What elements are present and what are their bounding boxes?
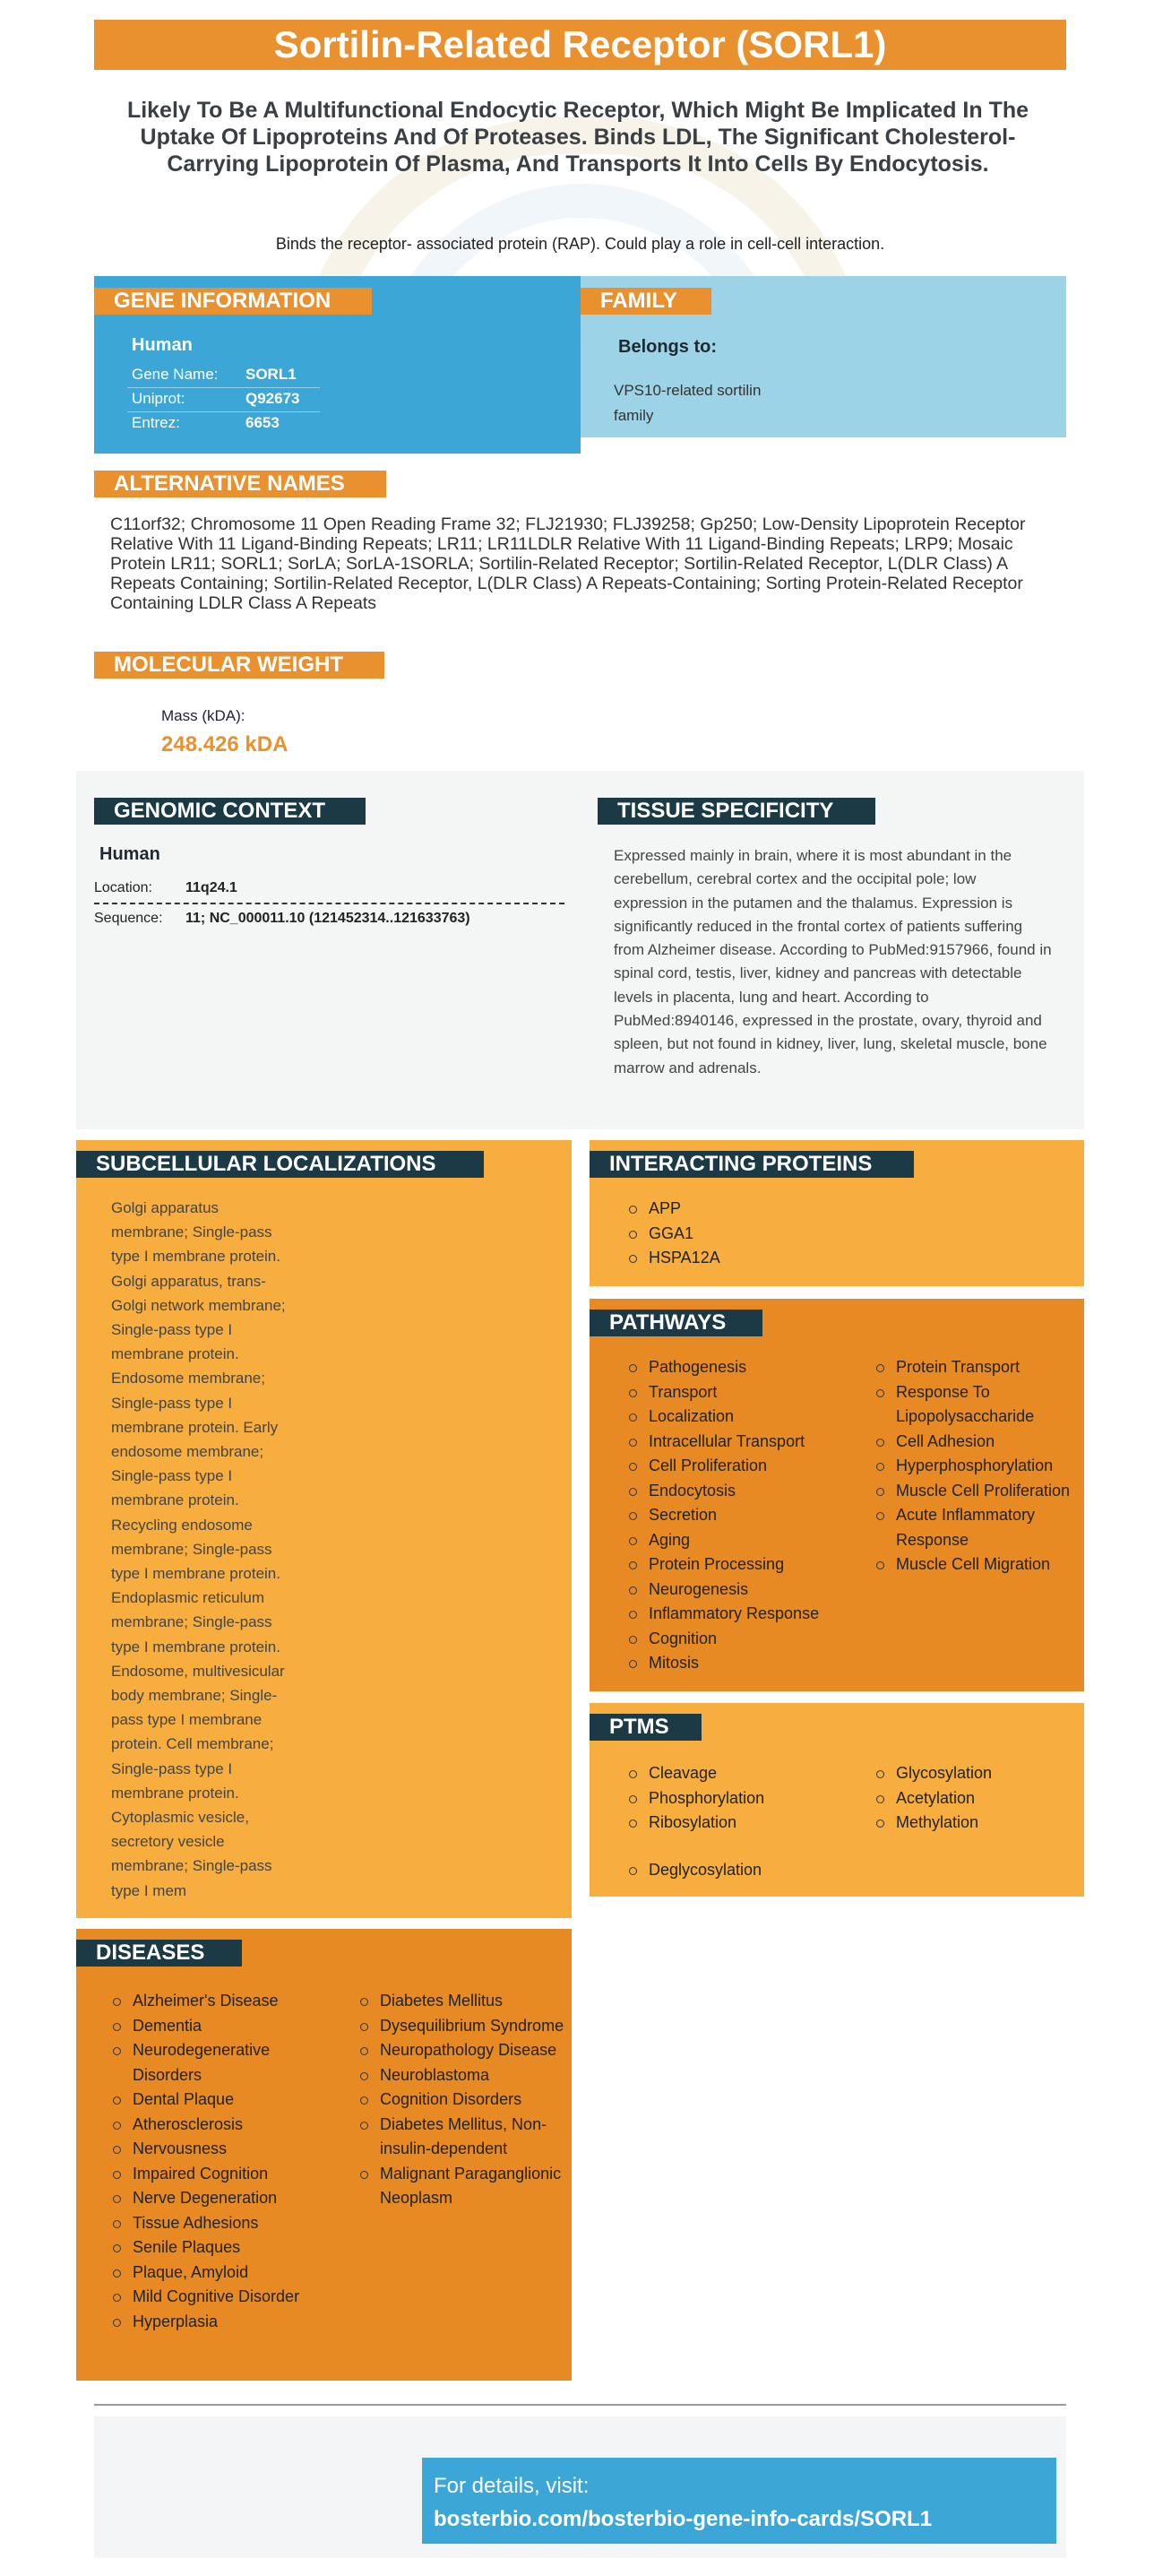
genomic-tissue-section [76, 771, 1084, 1129]
family-belongs-label: Belongs to: [618, 337, 717, 357]
disease-item: Plaque, Amyloid [111, 2260, 326, 2286]
diseases-heading: DISEASES [76, 1940, 242, 1967]
details-link-box[interactable] [422, 2458, 1056, 2544]
pathways-heading: PATHWAYS [590, 1310, 762, 1336]
pathway-item: Cell Adhesion [874, 1430, 1076, 1455]
pathway-item: Intracellular Transport [627, 1430, 869, 1455]
mass-label: Mass (kDA): [161, 707, 245, 724]
alternative-names-heading: ALTERNATIVE NAMES [94, 471, 386, 497]
disease-item: Neurodegenerative Disorders [111, 2038, 326, 2088]
pathway-item: Hyperphosphorylation [874, 1454, 1076, 1479]
pathway-item: Protein Processing [627, 1552, 869, 1578]
uniprot-label: Uniprot: [132, 390, 185, 407]
subcellular-text: Golgi apparatus membrane; Single-pass type I membrane protein. Golgi apparatus, trans-Golgi network membrane; Single-pass type I membrane protein. Endosome membrane; Single-pass type I membrane protein. Early endosome membrane; Single-pass type I membrane protein. Recycling endosome membrane; Single-pass type I membrane protein. Endoplasmic reticulum membrane; Single-pass type I membrane protein. Endosome, multivesicular body membrane; Single-pass type I membrane protein. Cell membrane; Single-pass type I membrane protein. Cytoplasmic vesicle, secretory vesicle membrane; Single-pass type I mem [111, 1199, 286, 1899]
pathway-item: Acute Inflammatory Response [874, 1503, 1076, 1552]
disease-item: Diabetes Mellitus [358, 1989, 566, 2014]
details-url-link[interactable]: bosterbio.com/bosterbio-gene-info-cards/SORL1 [434, 2507, 933, 2531]
pathway-item: Neurogenesis [627, 1578, 869, 1603]
pathways-panel [590, 1299, 1084, 1691]
disease-item: Tissue Adhesions [111, 2211, 326, 2236]
interacting-protein-item: GGA1 [627, 1222, 720, 1247]
family-value-line2: family [614, 407, 654, 424]
pathway-item: Aging [627, 1528, 869, 1553]
location-label: Location: [94, 880, 152, 895]
ptm-item: Deglycosylation [627, 1858, 869, 1883]
gene-organism: Human [132, 335, 193, 355]
ptm-item: Glycosylation [874, 1761, 1076, 1786]
pathway-item: Transport [627, 1380, 869, 1405]
page-title: Sortilin-Related Receptor (SORL1) [94, 20, 1066, 70]
gene-information-heading: GENE INFORMATION [94, 288, 372, 315]
pathway-item: Endocytosis [627, 1479, 869, 1504]
interacting-protein-item: APP [627, 1197, 720, 1222]
sequence-label: Sequence: [94, 911, 163, 926]
ptms-list-col1 [627, 1761, 869, 1836]
pathway-item: Pathogenesis [627, 1355, 869, 1380]
gene-name-row [127, 363, 320, 388]
visit-label: For details, visit: [434, 2474, 590, 2498]
genomic-context-heading: GENOMIC CONTEXT [94, 798, 366, 825]
subcellular-panel [76, 1140, 572, 1918]
family-panel [581, 276, 1066, 437]
pathway-item: Muscle Cell Migration [874, 1552, 1076, 1578]
ptm-item: Methylation [874, 1811, 1076, 1836]
pathways-list-col2 [874, 1355, 1076, 1578]
disease-item: Alzheimer's Disease [111, 1989, 326, 2014]
pathway-item: Cell Proliferation [627, 1454, 869, 1479]
alternative-names-text: C11orf32; Chromosome 11 Open Reading Frame 32; FLJ21930; FLJ39258; Gp250; Low-Density Lipoprotein Receptor Relative With 11 Ligand-Binding Repeats; LR11; LR11LDLR Relative With 11 Ligand-Binding Repeats; LRP9; Mosaic Protein LR11; SORL1; SorLA; SorLA-1SORLA; Sortilin-Related Receptor; Sortilin-Related Receptor, L(DLR Class) A Repeats Containing; Sortilin-Related Receptor, L(DLR Class) A Repeats-Containing; Sorting Protein-Related Receptor Containing LDLR Class A Repeats [110, 514, 1026, 613]
footer-divider [94, 2404, 1066, 2406]
interacting-protein-item: HSPA12A [627, 1246, 720, 1271]
pathway-item: Response To Lipopolysaccharide [874, 1380, 1076, 1430]
entrez-row [127, 411, 320, 436]
mass-value: 248.426 kDA [161, 732, 288, 756]
disease-item: Malignant Paraganglionic Neoplasm [358, 2162, 566, 2211]
pathway-item: Inflammatory Response [627, 1602, 869, 1627]
family-heading: FAMILY [581, 288, 711, 315]
ptms-heading: PTMS [590, 1714, 702, 1741]
ptms-panel [590, 1703, 1084, 1897]
disease-item: Dental Plaque [111, 2088, 326, 2113]
disease-item: Dementia [111, 2014, 326, 2039]
disease-item: Neuropathology Disease [358, 2038, 566, 2063]
genomic-divider [94, 903, 564, 904]
pathway-item: Cognition [627, 1627, 869, 1652]
uniprot-value: Q92673 [245, 390, 300, 407]
interaction-summary: Binds the receptor- associated protein (RAP). Could play a role in cell-cell interaction. [275, 235, 885, 253]
pathway-item: Mitosis [627, 1651, 869, 1676]
tissue-specificity-heading: TISSUE SPECIFICITY [598, 798, 875, 825]
function-summary: Likely To Be A Multifunctional Endocytic Receptor, Which Might Be Implicated In The Uptake Of Lipoproteins And Of Proteases. Binds LDL, The Significant Cholesterol-Carrying Lipoprotein Of Plasma, And Transports It Into Cells By Endocytosis. [126, 98, 1029, 177]
disease-item: Mild Cognitive Disorder [111, 2285, 326, 2310]
ptms-list-extra [627, 1858, 869, 1883]
pathways-list-col1 [627, 1355, 869, 1676]
ptms-list-col2 [874, 1761, 1076, 1836]
sequence-value: 11; NC_000011.10 (121452314..121633763) [185, 911, 470, 926]
disease-item: Dysequilibrium Syndrome [358, 2014, 566, 2039]
pathway-item: Localization [627, 1405, 869, 1430]
diseases-list-col1 [111, 1989, 326, 2334]
disease-item: Neuroblastoma [358, 2063, 566, 2088]
gene-name-value: SORL1 [245, 366, 297, 383]
subcellular-heading: SUBCELLULAR LOCALIZATIONS [76, 1151, 484, 1178]
ptm-item: Ribosylation [627, 1811, 869, 1836]
interacting-proteins-panel [590, 1140, 1084, 1286]
disease-item: Nervousness [111, 2137, 326, 2162]
disease-item: Atherosclerosis [111, 2113, 326, 2138]
pathway-item: Protein Transport [874, 1355, 1076, 1380]
diseases-panel [76, 1929, 572, 2381]
ptm-item: Phosphorylation [627, 1786, 869, 1811]
entrez-label: Entrez: [132, 414, 180, 431]
pathway-item: Secretion [627, 1503, 869, 1528]
disease-item: Senile Plaques [111, 2235, 326, 2260]
molecular-weight-heading: MOLECULAR WEIGHT [94, 652, 384, 679]
tissue-specificity-text: Expressed mainly in brain, where it is most abundant in the cerebellum, cerebral cortex and the occipital pole; low expression in the putamen and the thalamus. Expression is significantly reduced in the frontal cortex of patients suffering from Alzheimer disease. According to PubMed:9157966, found in spinal cord, testis, liver, kidney and pancreas with detectable levels in placenta, lung and heart. According to PubMed:8940146, expressed in the prostate, ovary, thyroid and spleen, but not found in kidney, liver, lung, skeletal muscle, bone marrow and adrenals. [614, 847, 1052, 1076]
disease-item: Impaired Cognition [111, 2162, 326, 2187]
disease-item: Diabetes Mellitus, Non-insulin-dependent [358, 2113, 566, 2162]
genomic-organism: Human [99, 844, 160, 864]
gene-information-panel [94, 276, 581, 454]
gene-name-label: Gene Name: [132, 366, 219, 383]
interacting-proteins-heading: INTERACTING PROTEINS [590, 1151, 914, 1178]
location-value: 11q24.1 [185, 880, 237, 895]
diseases-list-col2 [358, 1989, 566, 2211]
interacting-proteins-list [627, 1197, 720, 1271]
disease-item: Hyperplasia [111, 2310, 326, 2335]
uniprot-row [127, 387, 320, 412]
family-value-line1: VPS10-related sortilin [614, 382, 762, 399]
entrez-value: 6653 [245, 414, 280, 431]
disease-item: Nerve Degeneration [111, 2186, 326, 2211]
disease-item: Cognition Disorders [358, 2088, 566, 2113]
ptm-item: Acetylation [874, 1786, 1076, 1811]
pathway-item: Muscle Cell Proliferation [874, 1479, 1076, 1504]
ptm-item: Cleavage [627, 1761, 869, 1786]
